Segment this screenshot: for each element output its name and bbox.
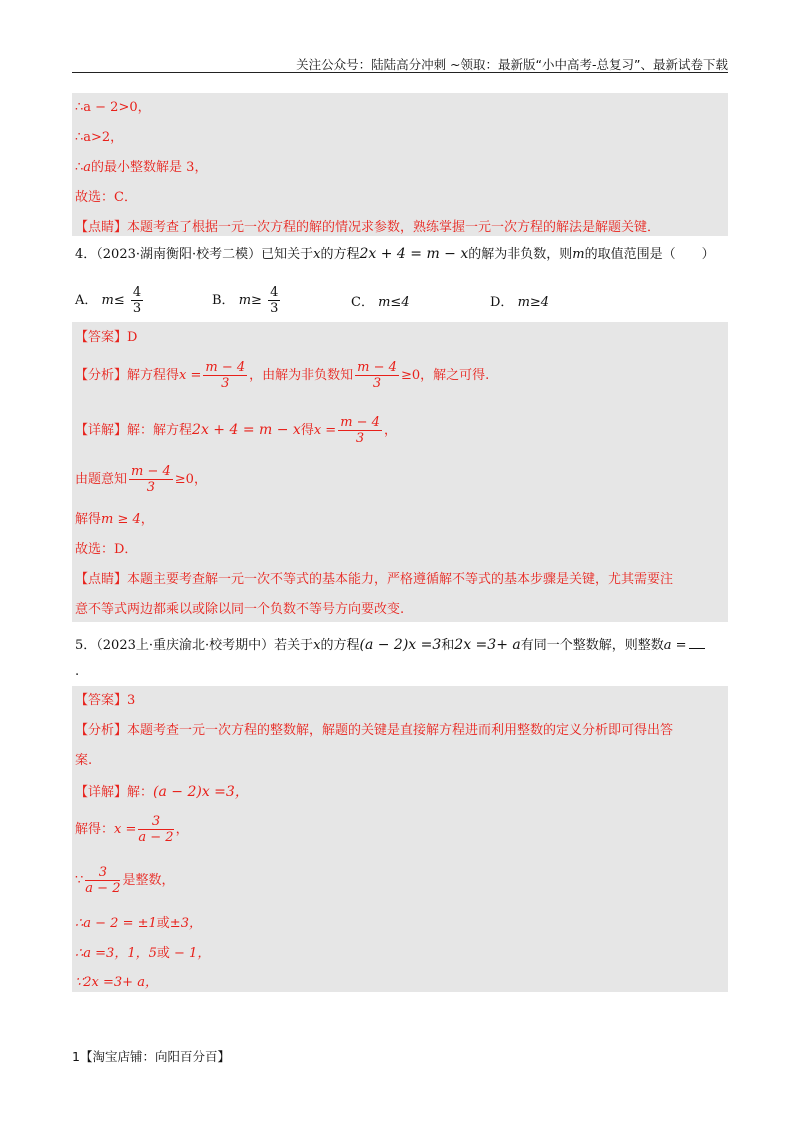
q3-line-2: ∴a>2， bbox=[75, 130, 124, 145]
detail-text-2: 得 bbox=[300, 423, 314, 438]
option-expr: m≤4 bbox=[378, 295, 410, 310]
q5-stem-text: 的方程 bbox=[320, 638, 360, 653]
q4-option-d bbox=[490, 291, 549, 310]
fraction-numerator: 4 bbox=[270, 285, 279, 300]
solution-text: 解得： bbox=[75, 822, 115, 837]
fraction-numerator: 3 bbox=[138, 814, 173, 830]
page-footer: 1【淘宝店铺：向阳百分百】 bbox=[72, 1049, 230, 1064]
analysis-x-eq: x = bbox=[179, 368, 202, 383]
q5-answer bbox=[75, 693, 135, 709]
or-text: 或 bbox=[156, 916, 170, 931]
solution-fraction bbox=[138, 814, 173, 845]
fraction-numerator: m − 4 bbox=[205, 360, 246, 375]
q5-solution bbox=[75, 814, 189, 846]
q3-min-int-text: 的最小整数解是 3， bbox=[91, 160, 208, 175]
q5-stem-and: 和 bbox=[441, 638, 455, 653]
answer-tag: 【答案】 bbox=[75, 330, 128, 345]
fraction-numerator: 3 bbox=[85, 865, 120, 881]
q4-stem-source: 4．（2023·湖南衡阳·校考二模）已知关于 bbox=[75, 247, 314, 262]
or-text: 或 bbox=[156, 946, 170, 961]
q5-stem-dot: . bbox=[75, 664, 80, 679]
option-label: B． bbox=[212, 293, 235, 308]
fraction-numerator: m − 4 bbox=[357, 360, 397, 375]
comment-tag: 【点睛】 bbox=[75, 572, 128, 587]
header-rule bbox=[72, 72, 728, 73]
analysis-tag: 【分析】 bbox=[75, 723, 128, 738]
analysis-fraction bbox=[203, 360, 247, 391]
q5-equation-2: 2x =3+ a bbox=[454, 637, 521, 653]
q5-cases-1 bbox=[75, 916, 202, 932]
q5-stem-source: 5．（2023上·重庆渝北·校考期中）若关于 bbox=[75, 638, 314, 653]
values-expr: ∴a =3，1，5 bbox=[75, 946, 157, 961]
q4-detail bbox=[75, 414, 397, 447]
solution-x-eq: x = bbox=[114, 822, 137, 837]
therefore-symbol: ∴ bbox=[75, 160, 84, 175]
option-expr: m≥ bbox=[238, 293, 262, 308]
condition-fraction bbox=[85, 865, 120, 896]
q4-analysis bbox=[75, 360, 489, 392]
q5-analysis-1 bbox=[75, 723, 673, 739]
fraction-denominator: 3 bbox=[372, 376, 382, 391]
option-fraction bbox=[268, 285, 280, 316]
solution-inequality: m ≥ 4 bbox=[101, 512, 141, 527]
cases-expr-2: ±3， bbox=[169, 916, 202, 931]
fraction-numerator: 4 bbox=[132, 285, 142, 300]
var-x: x bbox=[313, 638, 321, 653]
analysis-fraction-2 bbox=[355, 360, 399, 391]
q5-unknown: a = bbox=[663, 638, 687, 653]
fraction-denominator: 3 bbox=[270, 301, 279, 316]
q3-line-3 bbox=[75, 160, 207, 176]
detail-text-3: ， bbox=[383, 423, 397, 438]
values-expr-2: − 1， bbox=[169, 946, 211, 961]
q5-equation-1: (a − 2)x =3 bbox=[359, 637, 442, 653]
fraction-numerator: m − 4 bbox=[131, 464, 171, 479]
q5-cases-2 bbox=[75, 946, 210, 962]
var-x: x bbox=[313, 247, 321, 262]
q5-integer-condition bbox=[75, 865, 174, 897]
q4-comment-2: 意不等式两边都乘以或除以同一个负数不等号方向要改变. bbox=[75, 602, 405, 617]
comment-text: 本题主要考查解一元一次不等式的基本能力，严格遵循解不等式的基本步骤是关键，尤其需要注 bbox=[127, 572, 674, 587]
q5-stem bbox=[75, 637, 705, 654]
option-fraction bbox=[131, 285, 143, 316]
q4-comment-1 bbox=[75, 572, 673, 588]
fraction-denominator: 3 bbox=[132, 301, 142, 316]
solution-text: 解得 bbox=[75, 512, 102, 527]
since-equation: ∵2x =3+ a， bbox=[75, 975, 158, 990]
cases-expr: ∴a − 2 = ±1 bbox=[75, 916, 157, 931]
option-label: A． bbox=[75, 293, 98, 308]
comment-text: 本题考查了根据一元一次方程的解的情况求参数，熟练掌握一元一次方程的解法是解题关键． bbox=[127, 220, 661, 235]
q4-stem-text: 的方程 bbox=[320, 247, 360, 262]
q4-stem-text-2: 的解为非负数，则 bbox=[468, 247, 573, 262]
option-expr: m≥4 bbox=[517, 295, 550, 310]
detail-equation: (a − 2)x =3， bbox=[153, 784, 249, 800]
fraction-denominator: 3 bbox=[146, 480, 156, 495]
detail-text: 解：解方程 bbox=[127, 423, 193, 438]
q4-choice: 故选：D． bbox=[75, 542, 138, 557]
detail-fraction bbox=[338, 415, 382, 446]
detail-equation: 2x + 4 = m − x bbox=[192, 422, 301, 438]
analysis-text: 解方程得 bbox=[127, 368, 180, 383]
q3-choice: 故选：C． bbox=[75, 190, 137, 205]
answer-tag: 【答案】 bbox=[75, 693, 128, 708]
q4-equation: 2x + 4 = m − x bbox=[359, 246, 469, 262]
fraction-denominator: a − 2 bbox=[138, 830, 174, 845]
solution-punct: ， bbox=[140, 512, 154, 527]
q4-stem bbox=[75, 246, 715, 263]
var-m: m bbox=[572, 247, 585, 262]
q5-stem-text-2: 有同一个整数解，则整数 bbox=[520, 638, 664, 653]
q3-line-1: ∴a − 2>0， bbox=[75, 100, 151, 115]
detail-tag: 【详解】 bbox=[75, 785, 128, 800]
q5-since-2 bbox=[75, 975, 158, 991]
q4-solution bbox=[75, 512, 154, 528]
condition-fraction bbox=[129, 464, 173, 495]
q4-option-b bbox=[212, 285, 282, 316]
analysis-text-2: ，由解为非负数知 bbox=[249, 368, 354, 383]
fraction-numerator: m − 4 bbox=[340, 415, 380, 430]
option-label: D． bbox=[490, 295, 514, 310]
analysis-inequality: ≥0 bbox=[400, 368, 421, 383]
because-symbol: ∵ bbox=[75, 873, 84, 888]
solution-punct: ， bbox=[175, 822, 189, 837]
fraction-denominator: 3 bbox=[221, 376, 230, 391]
detail-text: 解： bbox=[127, 785, 154, 800]
var-a: a bbox=[83, 160, 92, 175]
analysis-text: 本题考查一元一次方程的整数解，解题的关键是直接解方程进而利用整数的定义分析即可得出答 bbox=[127, 723, 674, 738]
q4-condition bbox=[75, 464, 207, 496]
analysis-text-3: ，解之可得. bbox=[420, 368, 490, 383]
answer-value: D bbox=[127, 330, 138, 345]
fraction-denominator: a − 2 bbox=[85, 881, 121, 896]
q5-detail bbox=[75, 784, 249, 801]
q4-answer bbox=[75, 330, 137, 346]
page-header: 关注公众号：陆陆高分冲刺 ~领取：最新版“小中高考-总复习”、最新试卷下载 bbox=[296, 57, 728, 72]
condition-text: 由题意知 bbox=[75, 472, 128, 487]
comment-tag: 【点睛】 bbox=[75, 220, 128, 235]
condition-text: 是整数， bbox=[122, 873, 175, 888]
q4-stem-text-3: 的取值范围是（ ） bbox=[584, 247, 715, 262]
analysis-tag: 【分析】 bbox=[75, 368, 128, 383]
option-expr: m≤ bbox=[101, 293, 125, 308]
condition-inequality: ≥0， bbox=[174, 472, 207, 487]
answer-blank bbox=[689, 648, 705, 649]
detail-tag: 【详解】 bbox=[75, 423, 128, 438]
q5-analysis-2: 案. bbox=[75, 753, 93, 768]
q4-option-a bbox=[75, 285, 145, 316]
option-label: C． bbox=[351, 295, 374, 310]
fraction-denominator: 3 bbox=[355, 431, 365, 446]
q4-option-c bbox=[351, 291, 410, 310]
answer-value: 3 bbox=[127, 693, 136, 708]
detail-x-eq: x = bbox=[313, 423, 337, 438]
q3-comment bbox=[75, 220, 660, 236]
